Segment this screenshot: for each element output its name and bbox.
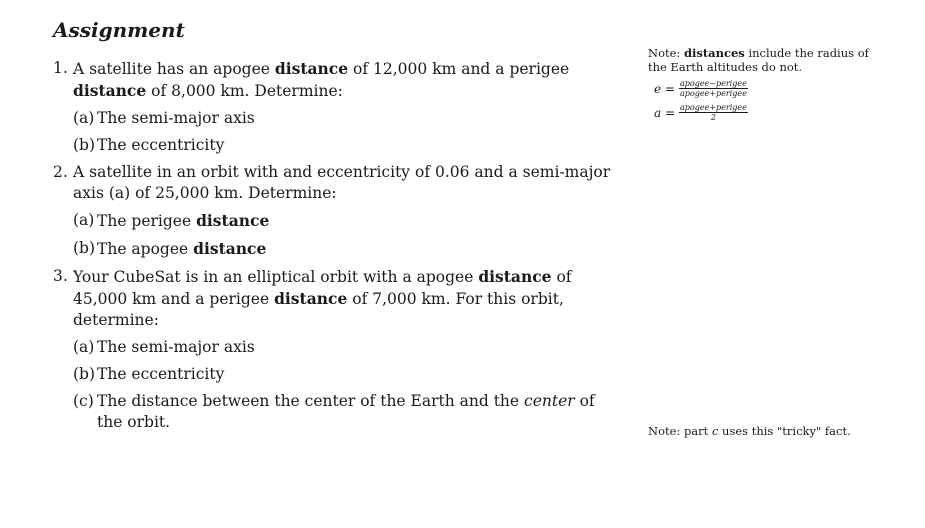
bold-term: distance	[73, 81, 147, 100]
sub-question-text: The semi-major axis	[97, 338, 255, 356]
sub-question-label: (c)	[73, 392, 94, 410]
side-note-bold-word: distances	[683, 46, 745, 60]
question-text: Your CubeSat is in an elliptical orbit with a apogee distance of 45,000 km and a perigee distance of 7,000 km. For this orbit, determine:	[73, 267, 572, 329]
sub-question-text: The apogee distance	[97, 239, 267, 258]
side-note-distances	[648, 46, 888, 122]
sub-question	[73, 210, 613, 232]
sub-question-text: The eccentricity	[97, 365, 225, 383]
question-number: 1.	[53, 59, 68, 77]
sub-question	[73, 391, 613, 433]
sub-question-label: (a)	[73, 211, 95, 229]
question-list	[53, 58, 613, 439]
question-item	[53, 266, 613, 433]
sub-question-label: (b)	[73, 239, 96, 257]
question-number: 3.	[53, 267, 68, 285]
sub-question-label: (a)	[73, 338, 95, 356]
sub-question	[73, 135, 613, 156]
semi-major-axis-formula: a = $\frac{\text{apogee+perigee}}{2}$	[654, 103, 747, 122]
sub-question	[73, 364, 613, 385]
italic-term: center	[524, 392, 575, 410]
sub-question-label: (a)	[73, 109, 95, 127]
question-number: 2.	[53, 163, 68, 181]
sub-question-text: The distance between the center of the Earth and the center of the orbit.	[97, 392, 595, 431]
semi-major-axis-fraction: $\frac{\text{apogee+perigee}}{2}$	[680, 103, 747, 122]
bold-term: distance	[274, 289, 348, 308]
sub-question-text: The semi-major axis	[97, 109, 255, 127]
question-text: A satellite in an orbit with and eccentricity of 0.06 and a semi-major axis (a) of 25,000 km. Determine:	[73, 163, 611, 202]
bold-term: distance	[196, 211, 270, 230]
sub-question-text: The eccentricity	[97, 136, 225, 154]
question-text: A satellite has an apogee distance of 12,000 km and a perigee distance of 8,000 km. Determine:	[73, 59, 570, 100]
question-item	[53, 162, 613, 260]
assignment-heading: Assignment	[53, 18, 185, 42]
question-item	[53, 58, 613, 156]
sub-question	[73, 108, 613, 129]
bold-term: distance	[274, 59, 349, 78]
sub-question	[73, 337, 613, 358]
side-note-tricky: Note: part c uses this "tricky" fact.	[648, 424, 851, 438]
side-note-text: Note: distances include the radius of the Earth altitudes do not.	[648, 46, 869, 74]
sub-question-text: The perigee distance	[97, 211, 270, 230]
bold-term: distance	[193, 239, 267, 258]
sub-question-label: (b)	[73, 365, 96, 383]
sub-question-label: (b)	[73, 136, 96, 154]
eccentricity-fraction: $\frac{\text{apogee−perigee}}{\text{apogee+perigee}}$	[679, 79, 747, 98]
sub-question	[73, 238, 613, 260]
bold-term: distance	[478, 267, 552, 286]
eccentricity-formula: e = $\frac{\text{apogee−perigee}}{\text{apogee+perigee}}$	[654, 79, 747, 98]
